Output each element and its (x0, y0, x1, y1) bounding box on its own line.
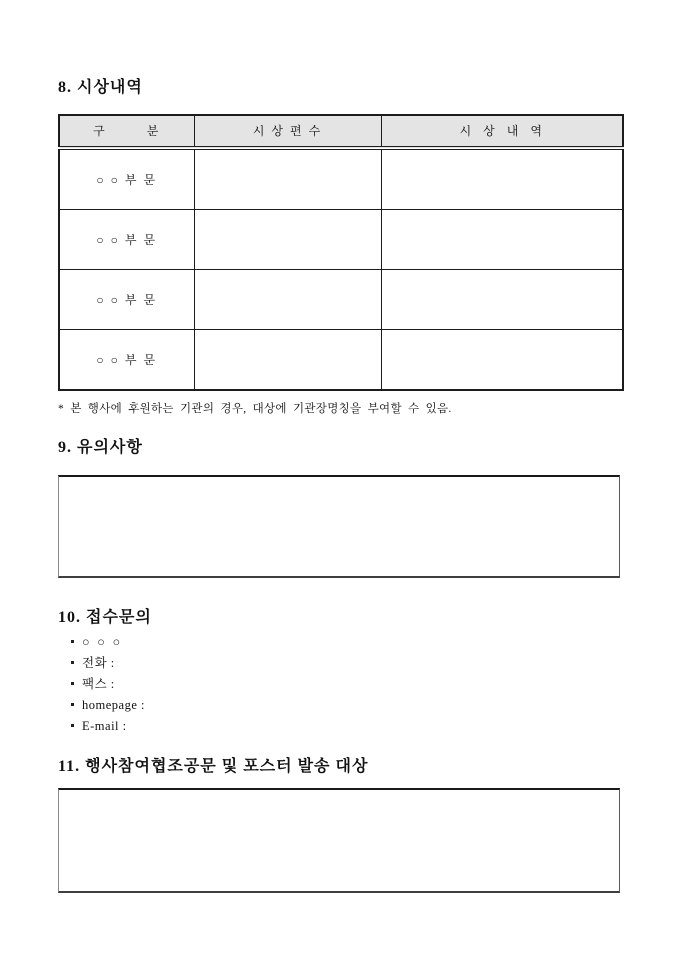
contact-email: E-mail : (82, 718, 127, 733)
notes-empty-box (58, 475, 620, 578)
section9-heading: 9. 유의사항 (58, 438, 143, 456)
list-item (71, 677, 680, 691)
category-cell: ○ ○ 부 문 (59, 148, 194, 210)
bullet-icon (71, 640, 74, 643)
column-header-award-count: 시 상 편 수 (194, 115, 381, 148)
table-row (59, 269, 623, 329)
award-footnote: * 본 행사에 후원하는 기관의 경우, 대상에 기관장명칭을 부여할 수 있음. (58, 402, 452, 415)
award-count-cell (194, 329, 381, 390)
section8-heading: 8. 시상내역 (58, 79, 143, 96)
award-detail-cell (381, 269, 623, 329)
section11-heading: 11. 행사참여협조공문 및 포스터 발송 대상 (58, 757, 369, 775)
award-table (58, 114, 624, 391)
category-cell: ○ ○ 부 문 (59, 329, 194, 390)
bullet-icon (71, 703, 74, 706)
table-row (59, 209, 623, 269)
contact-phone: 전화 : (82, 655, 115, 670)
bullet-icon (71, 682, 74, 685)
contact-fax: 팩스 : (82, 676, 115, 691)
table-row (59, 148, 623, 210)
list-item (71, 698, 680, 712)
bullet-icon (71, 661, 74, 664)
category-cell: ○ ○ 부 문 (59, 209, 194, 269)
list-item (71, 719, 680, 733)
section10-heading: 10. 접수문의 (58, 609, 152, 627)
contact-organizer: ○ ○ ○ (82, 634, 121, 649)
bullet-icon (71, 724, 74, 727)
list-item (71, 656, 680, 670)
category-cell: ○ ○ 부 문 (59, 269, 194, 329)
contact-homepage: homepage : (82, 697, 145, 712)
award-table-header-row (59, 115, 623, 148)
award-count-cell (194, 269, 381, 329)
column-header-category: 구 분 (59, 115, 194, 148)
award-detail-cell (381, 209, 623, 269)
column-header-award-detail: 시 상 내 역 (381, 115, 623, 148)
award-detail-cell (381, 148, 623, 210)
mailing-target-empty-box (58, 788, 620, 893)
list-item (71, 635, 680, 649)
table-row (59, 329, 623, 390)
award-count-cell (194, 209, 381, 269)
award-detail-cell (381, 329, 623, 390)
contact-list (71, 635, 680, 733)
award-count-cell (194, 148, 381, 210)
